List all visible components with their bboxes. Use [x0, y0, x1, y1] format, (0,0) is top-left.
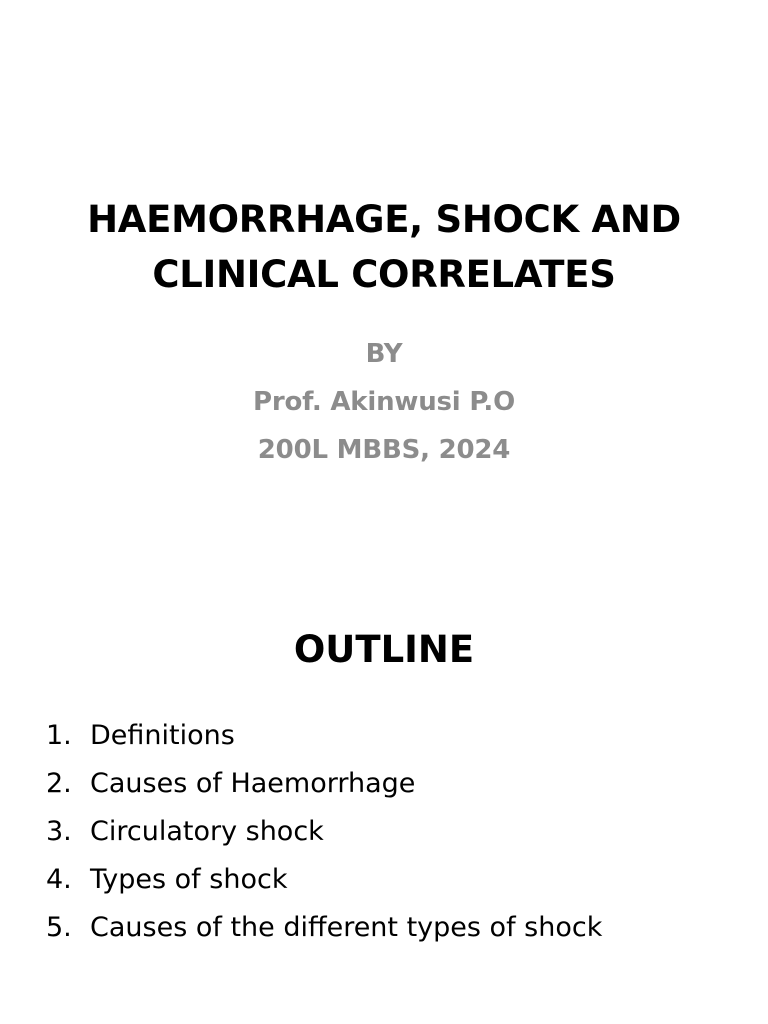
list-item	[46, 904, 746, 952]
list-item-number: 3.	[46, 816, 72, 847]
list-item-number: 2.	[46, 768, 72, 799]
byline	[0, 330, 768, 474]
outline-title: OUTLINE	[293, 628, 475, 671]
list-item	[46, 856, 746, 904]
byline-by: BY	[365, 339, 403, 369]
list-item	[46, 712, 746, 760]
list-item-text: Definitions	[90, 720, 235, 751]
list-item	[46, 760, 746, 808]
list-item-number: 1.	[46, 720, 72, 751]
list-item-text: Causes of Haemorrhage	[90, 768, 416, 799]
list-item-text: Causes of the different types of shock	[90, 912, 603, 943]
slide-title	[0, 192, 768, 302]
list-item-number: 4.	[46, 864, 72, 895]
slide-title-line-1: HAEMORRHAGE, SHOCK AND	[87, 198, 681, 241]
list-item-text: Types of shock	[90, 864, 288, 895]
list-item-number: 5.	[46, 912, 72, 943]
byline-course: 200L MBBS, 2024	[257, 435, 511, 465]
outline-slide	[0, 576, 768, 1024]
outline-list	[46, 712, 746, 952]
list-item	[46, 808, 746, 856]
slide-title-line-2: CLINICAL CORRELATES	[152, 253, 616, 296]
list-item-text: Circulatory shock	[90, 816, 324, 847]
byline-author: Prof. Akinwusi P.O	[252, 387, 516, 417]
